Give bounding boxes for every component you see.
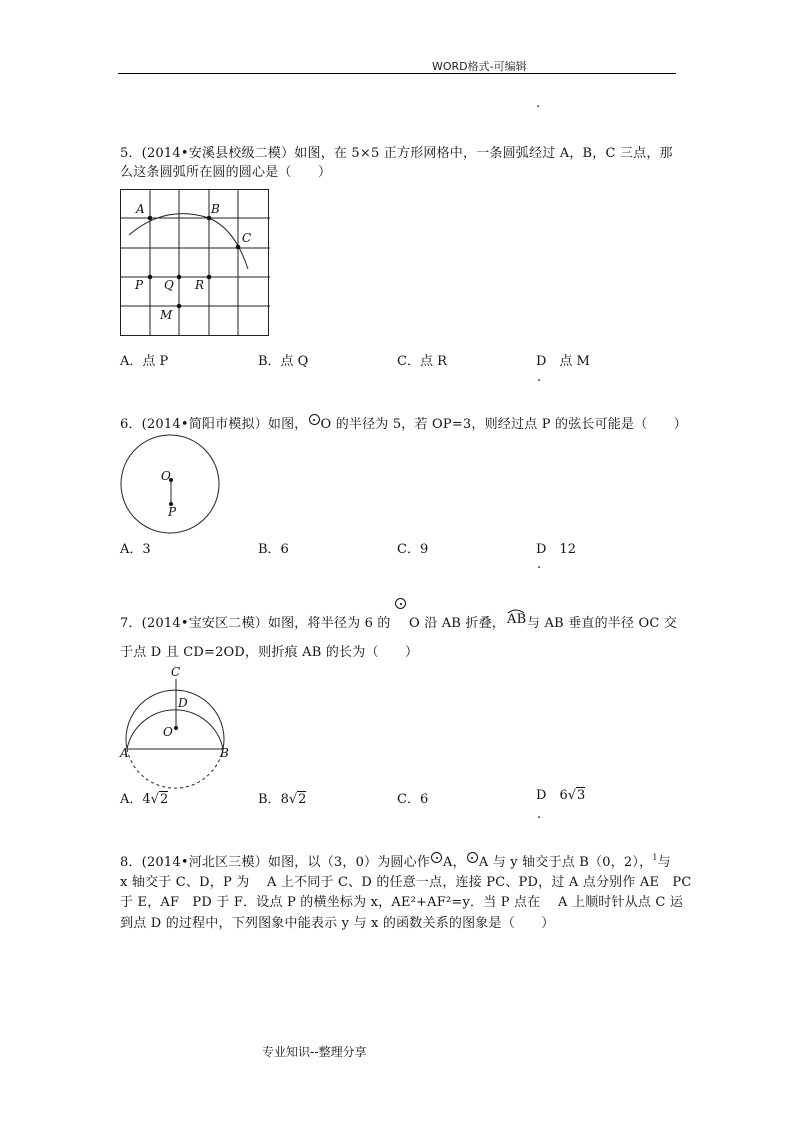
q5-arc	[129, 214, 248, 269]
q5-label-q: Q	[164, 278, 174, 292]
q7-option-b-radicand: 2	[298, 792, 307, 807]
q5-point-b	[207, 216, 212, 221]
stray-dot: .	[536, 96, 541, 111]
q5-label-m: M	[160, 308, 173, 322]
q7-option-d[interactable]	[536, 788, 585, 803]
q7-option-a-coef: 4	[142, 792, 151, 807]
q5-text-line1: 5．(2014•安溪县校级二模）如图，在 5×5 正方形网格中，一条圆弧经过 A，B，C 三点，那	[120, 146, 673, 161]
q8-text-b: A，	[443, 855, 466, 870]
q5-point-c	[236, 245, 241, 250]
q7-text-line1-b: O 沿 AB 折叠，	[409, 616, 505, 631]
q7-option-d-radicand: 3	[577, 788, 586, 803]
q5-point-a	[148, 216, 153, 221]
q7-option-c[interactable]: C．6	[397, 792, 429, 807]
header-rule	[118, 73, 676, 74]
q7-option-d-dot: .	[537, 807, 542, 822]
q6-option-d-dot: .	[537, 557, 542, 572]
circle-symbol-icon	[309, 414, 320, 425]
q7-label-b: B	[220, 746, 229, 760]
q7-option-b[interactable]	[258, 788, 306, 807]
q6-option-b[interactable]: B．6	[258, 542, 289, 557]
q7-text-line1-c: 与 AB 垂直的半径 OC 交	[527, 616, 678, 631]
q7-option-a-prefix: A．	[120, 792, 143, 807]
q8-text-a: 8．(2014•河北区三模）如图，以（3，0）为圆心作	[120, 855, 431, 870]
sqrt-icon: √	[567, 788, 577, 803]
q5-option-b[interactable]: B．点 Q	[258, 354, 309, 369]
q7-arc-label: AB	[507, 612, 527, 627]
q5-option-d-dot: .	[537, 370, 542, 385]
q5-point-p	[148, 275, 153, 280]
q7-option-d-prefix: D	[536, 788, 547, 803]
q5-option-d[interactable]: D 点 M	[536, 354, 590, 369]
q8-text-line4: 到点 D 的过程中，下列图象中能表示 y 与 x 的函数关系的图象是（ ）	[120, 916, 555, 931]
q7-option-a-radicand: 2	[159, 792, 169, 807]
q5-point-r	[207, 275, 212, 280]
q6-option-c[interactable]: C．9	[397, 542, 429, 557]
circle-symbol-icon	[467, 852, 478, 863]
q7-label-a: A	[120, 746, 129, 760]
q7-fold-figure	[120, 664, 230, 779]
page-footer: 专业知识--整理分享	[262, 1045, 367, 1059]
q8-superscript-mark: 1	[652, 853, 658, 862]
q7-option-a[interactable]	[120, 788, 168, 807]
arc-symbol-icon	[507, 608, 525, 614]
circle-symbol-icon	[431, 852, 442, 863]
q7-dashed-lower-arc	[127, 749, 223, 788]
q5-label-a: A	[136, 202, 145, 216]
q8-text-c: A 与 y 轴交于点 B（0，2），	[478, 855, 653, 870]
q7-circle-upper	[126, 690, 224, 749]
q7-text-line2: 于点 D 且 CD=2OD，则折痕 AB 的长为（ ）	[120, 645, 419, 660]
q6-label-o: O	[161, 469, 171, 483]
sqrt-icon: √	[150, 792, 159, 807]
q8-text-line1	[120, 851, 671, 870]
q5-label-b: B	[211, 202, 220, 216]
q6-circle-figure	[120, 434, 220, 534]
q7-label-o: O	[163, 725, 173, 739]
q5-point-q	[177, 275, 182, 280]
q6-label-p: P	[168, 505, 177, 519]
q5-point-m	[177, 304, 182, 309]
q6-text-line1	[120, 413, 687, 432]
page-header: WORD格式-可编辑	[432, 60, 527, 73]
sqrt-icon: √	[288, 792, 298, 807]
q7-label-d: D	[178, 696, 188, 710]
q6-option-a[interactable]: A．3	[120, 542, 151, 557]
q5-option-a[interactable]: A．点 P	[120, 354, 169, 369]
q7-option-d-coef: 6	[559, 788, 568, 803]
q7-text-line1	[120, 612, 391, 631]
q7-point-o	[174, 726, 178, 730]
q8-text-line2: x 轴交于 C、D，P 为 A 上不同于 C、D 的任意一点，连接 PC、PD，过 A 点分别作 AE PC	[120, 875, 692, 890]
q6-option-d[interactable]: D 12	[536, 542, 576, 557]
q5-grid-figure	[120, 189, 270, 336]
q6-text-a: 6．(2014•简阳市模拟）如图，	[120, 417, 308, 432]
q5-label-r: R	[195, 278, 205, 292]
circle-symbol-icon	[395, 598, 406, 609]
q6-text-b: O 的半径为 5，若 OP=3，则经过点 P 的弦长可能是（ ）	[320, 417, 688, 432]
q5-text-line2: 么这条圆弧所在圆的圆心是（ ）	[120, 165, 332, 180]
q5-label-c: C	[242, 231, 252, 245]
q7-option-b-prefix: B．	[258, 792, 281, 807]
q8-text-line3: 于 E，AF PD 于 F．设点 P 的横坐标为 x，AE²+AF²=y．当 P 点在 A 上顺时针从点 C 运	[120, 895, 684, 910]
q7-arc-ab	[507, 612, 526, 627]
q7-text-a: 7．(2014•宝安区二模）如图，将半径为 6 的	[120, 616, 391, 631]
q7-label-c: C	[171, 665, 181, 679]
q5-option-c[interactable]: C．点 R	[397, 354, 447, 369]
q7-option-b-coef: 8	[280, 792, 289, 807]
q8-text-d: 与	[657, 855, 671, 870]
q5-label-p: P	[135, 278, 144, 292]
